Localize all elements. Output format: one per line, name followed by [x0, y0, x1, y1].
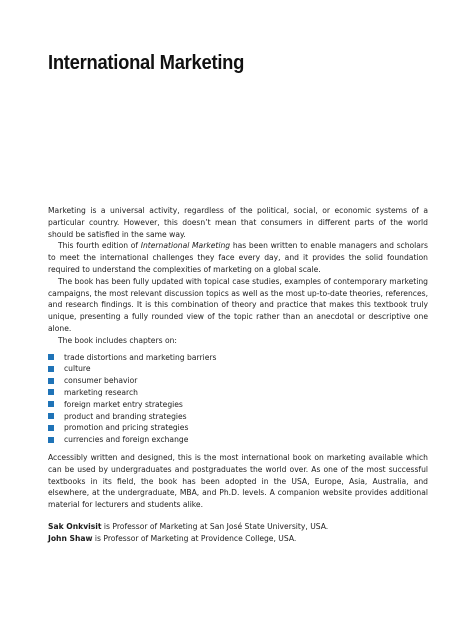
- chapter-label: currencies and foreign exchange: [64, 435, 189, 445]
- blurb-body: [48, 205, 428, 545]
- chapter-item: [48, 399, 428, 411]
- chapter-item: [48, 434, 428, 446]
- edition-text-start: This fourth edition of: [58, 241, 141, 251]
- chapter-item: [48, 352, 428, 364]
- chapter-list: [48, 352, 428, 446]
- author-description: is Professor of Marketing at San José State University, USA.: [101, 521, 329, 531]
- closing-paragraph: Accessibly written and designed, this is the most international book on marketing available which can be used by undergraduates and postgraduates the world over. As one of the most successful textbooks in its field, the book has been adopted in the USA, Europe, Asia, Australia, and elsewhere, at the undergraduate, MBA, and Ph.D. levels. A companion website provides additional material for lecturers and students alike.: [48, 452, 428, 510]
- author-name: John Shaw: [48, 533, 93, 543]
- square-bullet-icon: [48, 413, 54, 419]
- author-description: is Professor of Marketing at Providence College, USA.: [92, 533, 297, 543]
- chapter-label: trade distortions and marketing barriers: [64, 352, 217, 362]
- intro-paragraph: Marketing is a universal activity, regardless of the political, social, or economic systems of a particular country. However, this doesn’t mean that consumers in different parts of the world should be satisfied in the same way.: [48, 206, 428, 239]
- chapter-item: [48, 375, 428, 387]
- author-bio: [48, 533, 428, 545]
- edition-book-title: International Marketing: [140, 241, 231, 251]
- chapter-label: marketing research: [64, 387, 138, 397]
- square-bullet-icon: [48, 389, 54, 395]
- chapter-label: consumer behavior: [64, 376, 138, 386]
- square-bullet-icon: [48, 437, 54, 443]
- square-bullet-icon: [48, 354, 54, 360]
- author-name: Sak Onkvisit: [48, 521, 102, 531]
- square-bullet-icon: [48, 378, 54, 384]
- chapter-item: [48, 422, 428, 434]
- author-bios: [48, 521, 428, 545]
- square-bullet-icon: [48, 366, 54, 372]
- square-bullet-icon: [48, 425, 54, 431]
- chapter-item: [48, 387, 428, 399]
- edition-text-end: has been written to enable managers and scholars to meet the international challenges they face every day, and it provides the solid foundation required to understand the complexities of marketing on a global scale.: [48, 241, 428, 274]
- edition-paragraph: [48, 240, 428, 275]
- square-bullet-icon: [48, 401, 54, 407]
- chapter-label: product and branding strategies: [64, 411, 187, 421]
- chapter-item: [48, 363, 428, 375]
- author-bio: [48, 521, 428, 533]
- chapter-item: [48, 411, 428, 423]
- update-paragraph: The book has been fully updated with topical case studies, examples of contemporary marketing campaigns, the most relevant discussion topics as well as the most up-to-date theories, references, and research findings. It is this combination of theory and practice that makes this textbook truly unique, presenting a fully rounded view of the topic rather than an anecdotal or descriptive one alone.: [48, 276, 428, 333]
- book-title: International Marketing: [48, 52, 245, 74]
- chapter-label: foreign market entry strategies: [64, 399, 183, 409]
- chapter-label: promotion and pricing strategies: [64, 423, 189, 433]
- chapter-label: culture: [64, 364, 91, 374]
- chapters-intro: The book includes chapters on:: [58, 335, 177, 345]
